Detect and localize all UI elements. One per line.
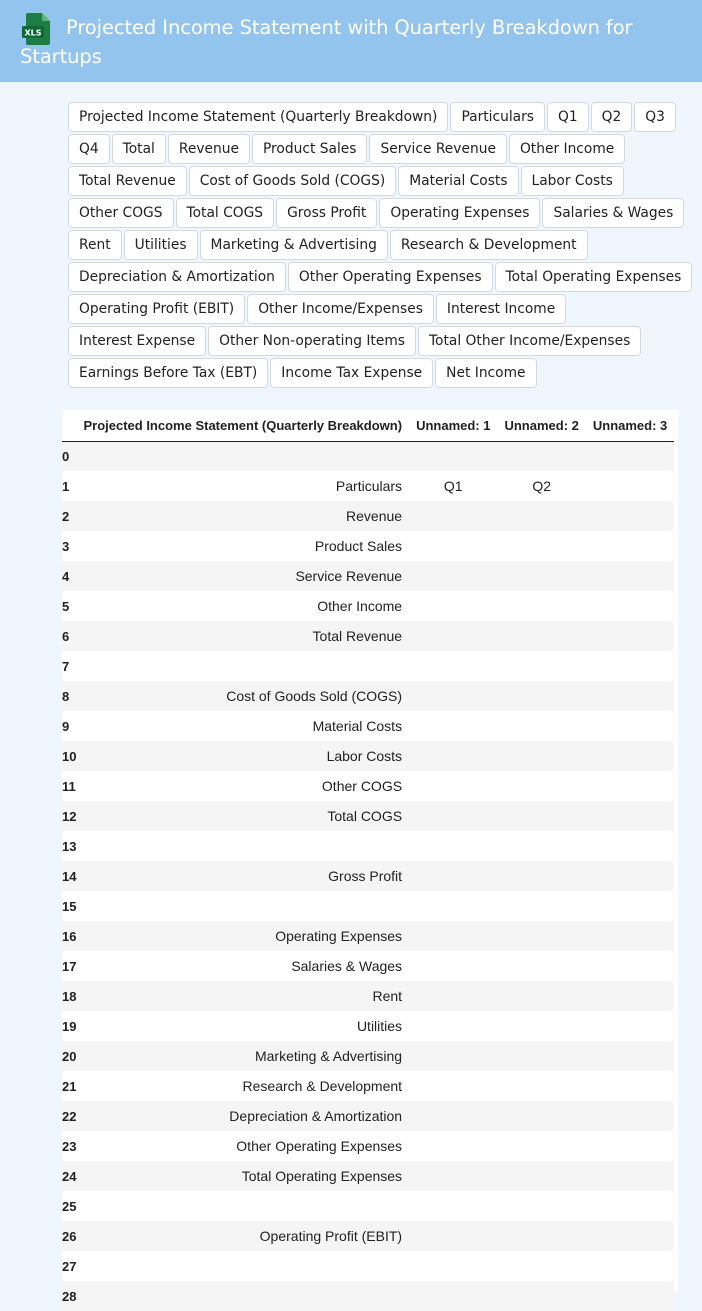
table-cell (409, 861, 497, 891)
column-tag[interactable]: Total COGS (176, 198, 275, 228)
table-cell (586, 621, 674, 651)
table-cell (497, 741, 585, 771)
column-tag[interactable]: Product Sales (252, 134, 368, 164)
table-row (62, 681, 674, 711)
column-tag[interactable]: Total Other Income/Expenses (418, 326, 641, 356)
column-tag[interactable]: Salaries & Wages (542, 198, 684, 228)
row-index-cell: 24 (62, 1161, 76, 1191)
table-row (62, 1161, 674, 1191)
column-header[interactable]: Unnamed: 2 (497, 410, 585, 441)
table-cell (409, 921, 497, 951)
table-cell: Total Operating Expenses (76, 1161, 409, 1191)
table-cell (497, 501, 585, 531)
table-row (62, 1011, 674, 1041)
table-cell (497, 441, 585, 471)
table-cell: Salaries & Wages (76, 951, 409, 981)
table-row (62, 771, 674, 801)
table-cell: Labor Costs (76, 741, 409, 771)
table-cell (586, 951, 674, 981)
table-cell (586, 1221, 674, 1251)
table-cell (497, 1041, 585, 1071)
table-cell (409, 1101, 497, 1131)
column-tag[interactable]: Other Non-operating Items (208, 326, 416, 356)
column-header[interactable]: Projected Income Statement (Quarterly Breakdown) (76, 410, 409, 441)
table-cell (586, 861, 674, 891)
table-cell (497, 561, 585, 591)
table-cell (409, 1221, 497, 1251)
column-tag[interactable]: Operating Expenses (379, 198, 540, 228)
table-row (62, 801, 674, 831)
table-cell: Service Revenue (76, 561, 409, 591)
table-cell: Other Operating Expenses (76, 1131, 409, 1161)
table-cell (409, 441, 497, 471)
column-tag[interactable]: Research & Development (390, 230, 588, 260)
column-tag[interactable]: Other Income (509, 134, 625, 164)
row-index-cell: 1 (62, 471, 76, 501)
table-cell (497, 891, 585, 921)
table-cell (76, 831, 409, 861)
index-header[interactable] (62, 410, 76, 441)
row-index-cell: 16 (62, 921, 76, 951)
table-row (62, 441, 674, 471)
table-cell: Particulars (76, 471, 409, 501)
table-cell (586, 501, 674, 531)
column-tag[interactable]: Other Income/Expenses (247, 294, 434, 324)
table-cell (409, 621, 497, 651)
table-cell (76, 1281, 409, 1311)
table-cell: Utilities (76, 1011, 409, 1041)
table-cell (409, 771, 497, 801)
table-cell (586, 1281, 674, 1311)
table-cell (586, 651, 674, 681)
table-cell (586, 1161, 674, 1191)
table-row (62, 891, 674, 921)
row-index-cell: 6 (62, 621, 76, 651)
table-cell (409, 891, 497, 921)
table-cell (409, 1011, 497, 1041)
table-row (62, 951, 674, 981)
column-tag[interactable]: Projected Income Statement (Quarterly Breakdown) (68, 102, 448, 132)
table-cell (497, 831, 585, 861)
table-header-row (62, 410, 674, 441)
table-cell: Cost of Goods Sold (COGS) (76, 681, 409, 711)
column-tag[interactable]: Total Revenue (68, 166, 187, 196)
table-cell: Q2 (497, 471, 585, 501)
table-row (62, 1101, 674, 1131)
table-cell (497, 591, 585, 621)
table-cell (586, 1251, 674, 1281)
table-row (62, 1191, 674, 1221)
table-cell (497, 1161, 585, 1191)
row-index-cell: 13 (62, 831, 76, 861)
column-tag[interactable]: Income Tax Expense (270, 358, 433, 388)
table-cell (497, 981, 585, 1011)
table-cell (409, 711, 497, 741)
table-cell (586, 471, 674, 501)
table-cell (497, 651, 585, 681)
table-cell (586, 1101, 674, 1131)
table-cell (586, 531, 674, 561)
row-index-cell: 2 (62, 501, 76, 531)
row-index-cell: 18 (62, 981, 76, 1011)
table-row (62, 831, 674, 861)
table-cell (497, 681, 585, 711)
table-cell (497, 711, 585, 741)
column-tag[interactable]: Q2 (591, 102, 633, 132)
column-tag[interactable]: Total Operating Expenses (495, 262, 693, 292)
table-cell (76, 891, 409, 921)
column-tag[interactable]: Interest Income (436, 294, 566, 324)
table-cell: Other COGS (76, 771, 409, 801)
table-row (62, 861, 674, 891)
table-cell (409, 1131, 497, 1161)
table-cell: Rent (76, 981, 409, 1011)
table-row (62, 1281, 674, 1311)
column-tag[interactable]: Service Revenue (369, 134, 506, 164)
table-cell: Material Costs (76, 711, 409, 741)
column-tag[interactable]: Q1 (547, 102, 589, 132)
table-cell (497, 1221, 585, 1251)
table-cell: Gross Profit (76, 861, 409, 891)
table-cell (497, 1011, 585, 1041)
table-cell: Product Sales (76, 531, 409, 561)
row-index-cell: 27 (62, 1251, 76, 1281)
table-cell (497, 531, 585, 561)
table-cell (76, 1191, 409, 1221)
table-cell (409, 1191, 497, 1221)
table-cell (409, 561, 497, 591)
table-row (62, 1221, 674, 1251)
column-tag[interactable]: Marketing & Advertising (200, 230, 388, 260)
data-table (62, 410, 674, 1311)
row-index-cell: 8 (62, 681, 76, 711)
column-tag[interactable]: Labor Costs (521, 166, 624, 196)
table-cell (586, 1041, 674, 1071)
table-cell (497, 801, 585, 831)
table-row (62, 501, 674, 531)
column-tag[interactable]: Total (112, 134, 166, 164)
table-cell (409, 681, 497, 711)
row-index-cell: 0 (62, 441, 76, 471)
column-tag[interactable]: Operating Profit (EBIT) (68, 294, 245, 324)
row-index-cell: 20 (62, 1041, 76, 1071)
table-row (62, 1041, 674, 1071)
table-cell (409, 951, 497, 981)
table-cell (409, 1041, 497, 1071)
table-cell (586, 681, 674, 711)
table-cell (586, 591, 674, 621)
table-cell (497, 1191, 585, 1221)
column-tag[interactable]: Q4 (68, 134, 110, 164)
column-tag[interactable]: Cost of Goods Sold (COGS) (189, 166, 397, 196)
table-cell (497, 1251, 585, 1281)
table-cell (409, 1281, 497, 1311)
column-tag[interactable]: Earnings Before Tax (EBT) (68, 358, 268, 388)
table-cell: Q1 (409, 471, 497, 501)
column-tag-list (68, 102, 700, 390)
table-row (62, 651, 674, 681)
row-index-cell: 10 (62, 741, 76, 771)
row-index-cell: 4 (62, 561, 76, 591)
table-cell (497, 951, 585, 981)
row-index-cell: 12 (62, 801, 76, 831)
table-cell: Marketing & Advertising (76, 1041, 409, 1071)
table-cell (497, 1071, 585, 1101)
table-cell (497, 621, 585, 651)
table-cell (586, 1011, 674, 1041)
row-index-cell: 7 (62, 651, 76, 681)
page-header (0, 0, 702, 82)
table-cell (586, 1191, 674, 1221)
table-cell (586, 441, 674, 471)
svg-text:XLS: XLS (24, 28, 42, 38)
column-tag[interactable]: Depreciation & Amortization (68, 262, 286, 292)
table-cell (497, 1131, 585, 1161)
table-cell (409, 591, 497, 621)
table-row (62, 741, 674, 771)
column-tag[interactable]: Q3 (634, 102, 676, 132)
table-cell: Total COGS (76, 801, 409, 831)
table-row (62, 1131, 674, 1161)
row-index-cell: 19 (62, 1011, 76, 1041)
table-cell (76, 651, 409, 681)
row-index-cell: 26 (62, 1221, 76, 1251)
column-tag[interactable]: Gross Profit (276, 198, 377, 228)
table-cell (586, 561, 674, 591)
table-cell (586, 1131, 674, 1161)
column-tag[interactable]: Revenue (168, 134, 250, 164)
row-index-cell: 22 (62, 1101, 76, 1131)
table-row (62, 1251, 674, 1281)
table-row (62, 921, 674, 951)
table-cell (76, 441, 409, 471)
row-index-cell: 9 (62, 711, 76, 741)
column-tag[interactable]: Particulars (450, 102, 545, 132)
page-title: Projected Income Statement with Quarterly Breakdown for Startups (20, 16, 633, 68)
column-tag[interactable]: Material Costs (398, 166, 518, 196)
table-cell (409, 801, 497, 831)
table-cell (586, 741, 674, 771)
table-row (62, 591, 674, 621)
row-index-cell: 28 (62, 1281, 76, 1311)
row-index-cell: 14 (62, 861, 76, 891)
table-cell (409, 741, 497, 771)
table-cell: Operating Profit (EBIT) (76, 1221, 409, 1251)
table-cell (76, 1251, 409, 1281)
row-index-cell: 23 (62, 1131, 76, 1161)
table-cell: Operating Expenses (76, 921, 409, 951)
table-cell (497, 921, 585, 951)
table-cell (409, 1071, 497, 1101)
table-cell (586, 921, 674, 951)
table-cell (497, 771, 585, 801)
table-cell (586, 711, 674, 741)
row-index-cell: 11 (62, 771, 76, 801)
column-tag[interactable]: Other Operating Expenses (288, 262, 493, 292)
table-row (62, 981, 674, 1011)
table-row (62, 561, 674, 591)
column-tag[interactable]: Interest Expense (68, 326, 206, 356)
table-row (62, 531, 674, 561)
table-row (62, 471, 674, 501)
row-index-cell: 25 (62, 1191, 76, 1221)
table-cell (497, 1281, 585, 1311)
table-cell (409, 1161, 497, 1191)
table-row (62, 711, 674, 741)
row-index-cell: 15 (62, 891, 76, 921)
table-cell (586, 831, 674, 861)
table-cell (586, 771, 674, 801)
column-header[interactable]: Unnamed: 1 (409, 410, 497, 441)
row-index-cell: 5 (62, 591, 76, 621)
column-tag[interactable]: Utilities (124, 230, 198, 260)
table-cell (409, 1251, 497, 1281)
column-tag[interactable]: Rent (68, 230, 122, 260)
table-row (62, 621, 674, 651)
column-tag[interactable]: Other COGS (68, 198, 174, 228)
row-index-cell: 21 (62, 1071, 76, 1101)
table-cell: Depreciation & Amortization (76, 1101, 409, 1131)
table-cell (409, 501, 497, 531)
row-index-cell: 3 (62, 531, 76, 561)
table-cell (409, 651, 497, 681)
table-cell: Total Revenue (76, 621, 409, 651)
table-cell: Research & Development (76, 1071, 409, 1101)
column-header[interactable]: Unnamed: 3 (586, 410, 674, 441)
table-cell (586, 1071, 674, 1101)
data-table-viewport[interactable] (62, 410, 678, 1304)
table-row (62, 1071, 674, 1101)
table-cell (586, 891, 674, 921)
table-cell (409, 831, 497, 861)
table-cell (586, 981, 674, 1011)
table-cell (586, 801, 674, 831)
table-cell: Revenue (76, 501, 409, 531)
table-cell (409, 981, 497, 1011)
row-index-cell: 17 (62, 951, 76, 981)
table-cell: Other Income (76, 591, 409, 621)
table-cell (497, 861, 585, 891)
table-cell (409, 531, 497, 561)
table-cell (497, 1101, 585, 1131)
column-tag[interactable]: Net Income (435, 358, 536, 388)
